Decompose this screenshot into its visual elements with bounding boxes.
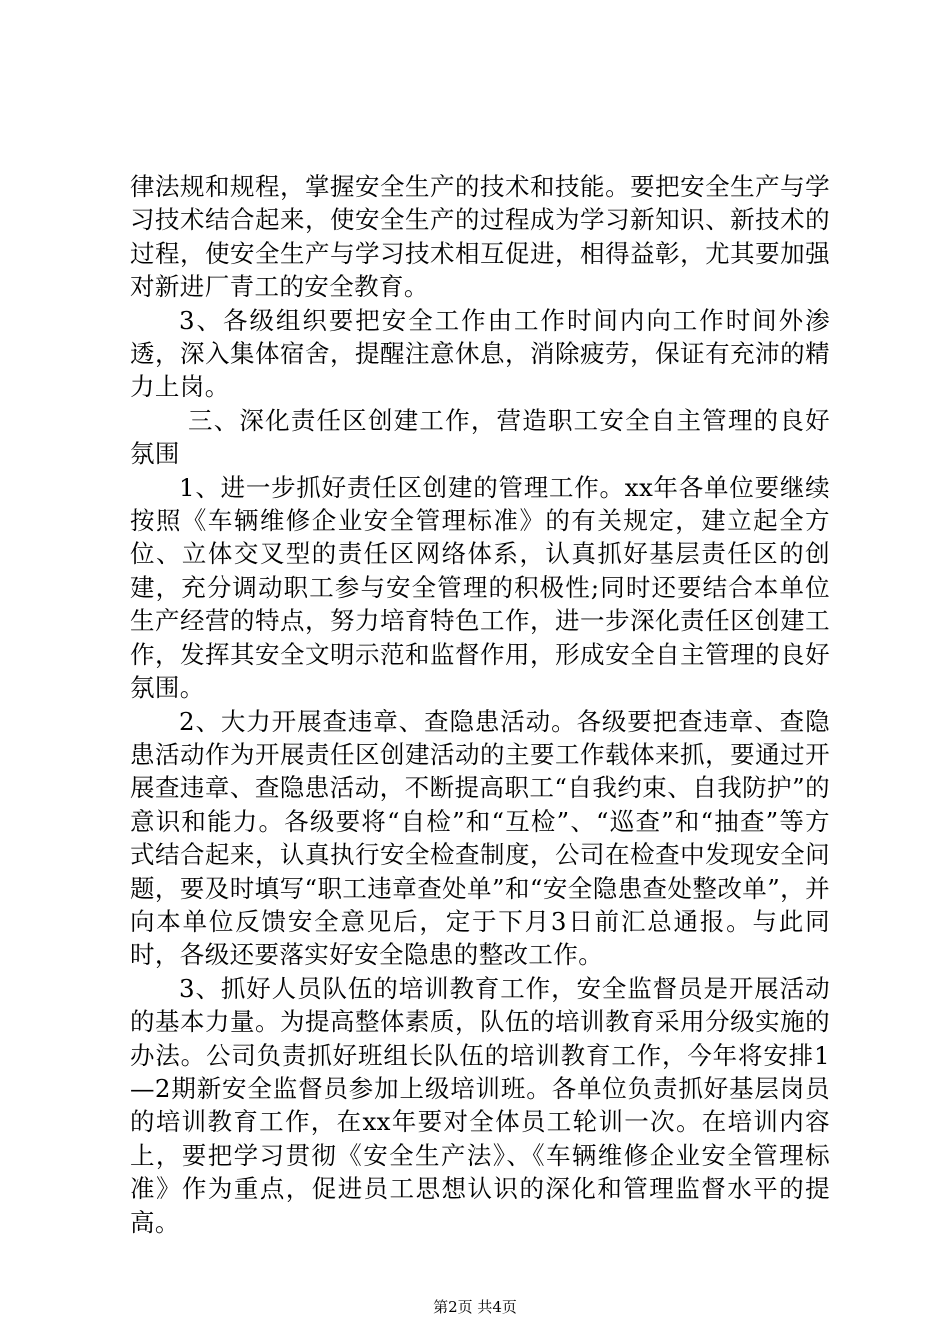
paragraph-item-3-training: 3、抓好人员队伍的培训教育工作，安全监督员是开展活动的基本力量。为提高整体素质，队伍的培训教育采用分级实施的办法。公司负责抓好班组长队伍的培训教育工作，今年将安排1—2期新安全监督员参加上级培训班。各单位负责抓好基层岗员的培训教育工作，在xx年要对全体员工轮训一次。在培训内容上，要把学习贯彻《安全生产法》、《车辆维修企业安全管理标准》作为重点，促进员工思想认识的深化和管理监督水平的提高。 <box>130 973 830 1237</box>
paragraph-item-1: 1、进一步抓好责任区创建的管理工作。xx年各单位要继续按照《车辆维修企业安全管理标准》的有关规定，建立起全方位、立体交叉型的责任区网络体系，认真抓好基层责任区的创建，充分调动职工参与安全管理的积极性;同时还要结合本单位生产经营的特点，努力培育特色工作，进一步深化责任区创建工作，发挥其安全文明示范和监督作用，形成安全自主管理的良好氛围。 <box>130 472 830 703</box>
paragraph-item-3-rest: 3、各级组织要把安全工作由工作时间内向工作时间外渗透，深入集体宿舍，提醒注意休息，消除疲劳，保证有充沛的精力上岗。 <box>130 305 830 402</box>
page-number-footer: 第2页 共4页 <box>433 1298 517 1316</box>
section-heading-three: 三、深化责任区创建工作，营造职工安全自主管理的良好氛围 <box>130 405 830 469</box>
document-body <box>130 170 830 1239</box>
paragraph-item-2: 2、大力开展查违章、查隐患活动。各级要把查违章、查隐患活动作为开展责任区创建活动的主要工作载体来抓，要通过开展查违章、查隐患活动，不断提高职工“自我约束、自我防护”的意识和能力。各级要将“自检”和“互检”、“巡查”和“抽查”等方式结合起来，认真执行安全检查制度，公司在检查中发现安全问题，要及时填写“职工违章查处单”和“安全隐患查处整改单”，并向本单位反馈安全意见后，定于下月3日前汇总通报。与此同时，各级还要落实好安全隐患的整改工作。 <box>130 706 830 970</box>
paragraph-continuation: 律法规和规程，掌握安全生产的技术和技能。要把安全生产与学习技术结合起来，使安全生产的过程成为学习新知识、新技术的过程，使安全生产与学习技术相互促进，相得益彰，尤其要加强对新进厂青工的安全教育。 <box>130 172 830 302</box>
